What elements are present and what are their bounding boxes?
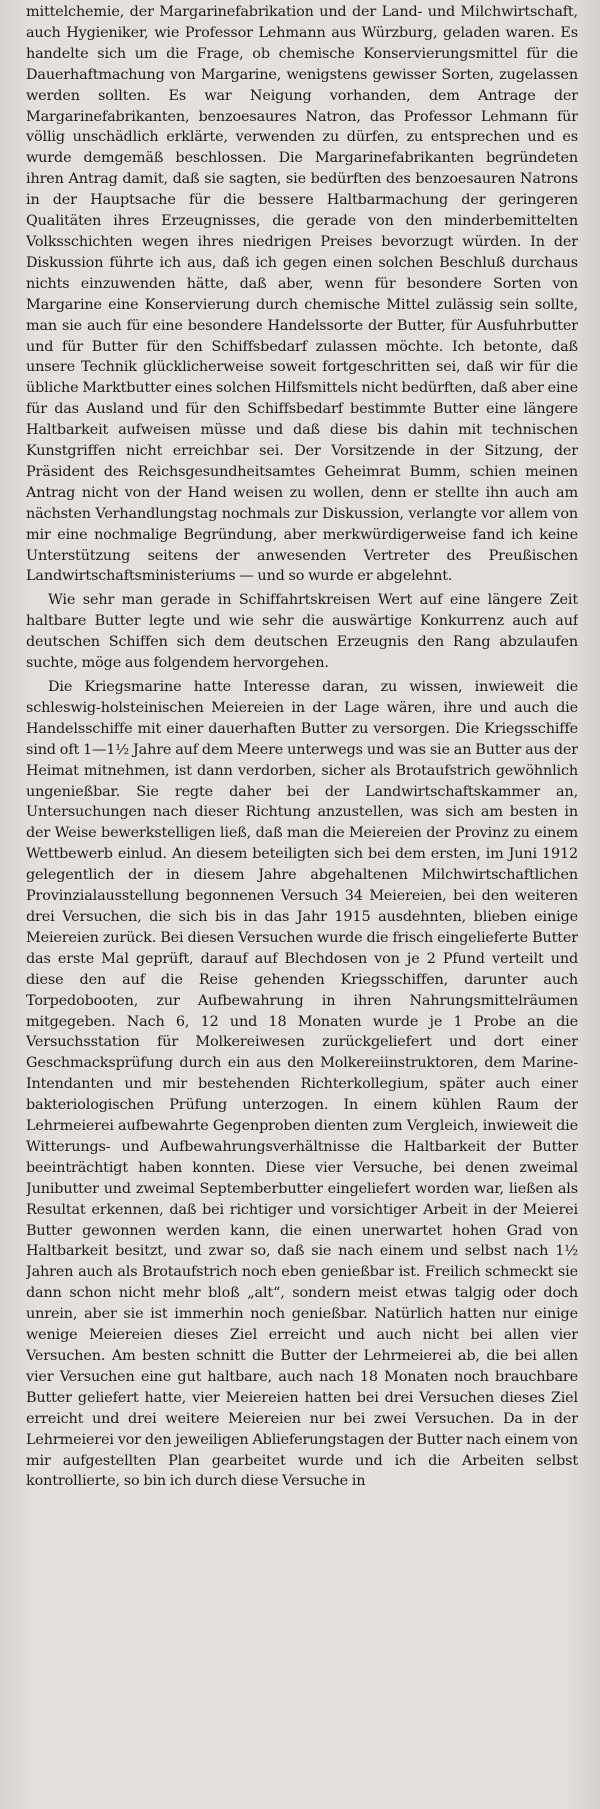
paragraph-1: mittelchemie, der Margarinefabrikation und der Land- und Milchwirtschaft, auch Hygieniker, wie Professor Lehmann aus Würzburg, geladen waren. Es handelte sich um die Frage, ob chemische Konservierungsmittel für die Dauerhaftmachung von Margarine, wenigstens gewisser Sorten, zugelassen werden sollten. Es war Neigung vorhanden, dem Antrage der Margarinefabrikanten, benzoesaures Natron, das Professor Lehmann für völlig unschädlich erklärte, verwenden zu dürfen, zu entsprechen und es wurde demgemäß beschlossen. Die Margarinefabrikanten begründeten ihren Antrag damit, daß sie sagten, sie bedürften des benzoesauren Natrons in der Hauptsache für die bessere Haltbarmachung der geringeren Qualitäten ihres Erzeugnisses, die gerade von den minderbemittelten Volksschichten wegen ihres niedrigen Preises bevorzugt würden. In der Diskussion führte ich aus, daß ich gegen einen solchen Beschluß durchaus nichts einzuwenden hätte, daß aber, wenn für besondere Sorten von Margarine eine Konservierung durch chemische Mittel zulässig sein sollte, man sie auch für eine besondere Handelssorte der Butter, für Ausfuhrbutter und für Butter für den Schiffsbedarf zulassen möchte. Ich betonte, daß unsere Technik glücklicherweise soweit fortgeschritten sei, daß wir für die übliche Marktbutter eines solchen Hilfsmittels nicht bedürften, daß aber eine für das Ausland und für den Schiffsbedarf bestimmte Butter eine längere Haltbarkeit aufweisen müsse und daß diese bis dahin mit technischen Kunstgriffen nicht erreichbar sei. Der Vorsitzende in der Sitzung, der Präsident des Reichsgesundheitsamtes Geheimrat Bumm, schien meinen Antrag nicht von der Hand weisen zu wollen, denn er stellte ihn auch am nächsten Verhandlungstag nochmals zur Diskussion, verlangte vor allem von mir eine nochmalige Begründung, aber merkwürdigerweise fand ich keine Unterstützung seitens der anwesenden Vertreter des Preußischen Landwirtschaftsministeriums — und so wurde er abgelehnt. bbox=[26, 4, 578, 585]
text-column bbox=[26, 0, 578, 1809]
paragraph-2: Wie sehr man gerade in Schiffahrtskreisen Wert auf eine längere Zeit haltbare Butter legte und wie sehr die auswärtige Konkurrenz auch auf deutschen Schiffen sich dem deutschen Erzeugnis den Rang abzulaufen suchte, möge aus folgendem hervorgehen. bbox=[26, 592, 578, 672]
paragraph-3: Die Kriegsmarine hatte Interesse daran, zu wissen, inwieweit die schleswig-holsteinischen Meiereien in der Lage wären, ihre und auch die Handelsschiffe mit einer dauerhaften Butter zu versorgen. Die Kriegsschiffe sind oft 1—1½ Jahre auf dem Meere unterwegs und was sie an Butter aus der Heimat mitnehmen, ist dann verdorben, sicher als Brotaufstrich gewöhnlich ungenießbar. Sie regte daher bei der Landwirtschaftskammer an, Untersuchungen nach dieser Richtung anzustellen, was sich am besten in der Weise bewerkstelligen ließ, daß man die Meiereien der Provinz zu einem Wettbewerb einlud. An diesem beteiligten sich bei dem ersten, im Juni 1912 gelegentlich der in diesem Jahre abgehaltenen Milchwirtschaftlichen Provinzialausstellung begonnenen Versuch 34 Meiereien, bei den weiteren drei Versuchen, die sich bis in das Jahr 1915 ausdehnten, blieben einige Meiereien zurück. Bei diesen Versuchen wurde die frisch eingelieferte Butter das erste Mal geprüft, darauf auf Blechdosen von je 2 Pfund verteilt und diese den auf die Reise gehenden Kriegsschiffen, darunter auch Torpedobooten, zur Aufbewahrung in ihren Nahrungsmittelräumen mitgegeben. Nach 6, 12 und 18 Monaten wurde je 1 Probe an die Versuchsstation für Molkereiwesen zurückgeliefert und dort einer Geschmacksprüfung durch ein aus den Molkereiinstruktoren, dem Marine-Intendanten und mir bestehenden Richterkollegium, später auch einer bakteriologischen Prüfung unterzogen. In einem kühlen Raum der Lehrmeierei aufbewahrte Gegenproben dienten zum Vergleich, inwieweit die Witterungs- und Aufbewahrungsverhältnisse die Haltbarkeit der Butter beeinträchtigt haben konnten. Diese vier Versuche, bei denen zweimal Junibutter und zweimal Septemberbutter eingeliefert worden war, ließen als Resultat erkennen, daß bei richtiger und vorsichtiger Arbeit in der Meierei Butter gewonnen werden kann, die einen unerwartet hohen Grad von Haltbarkeit besitzt, und zwar so, daß sie nach einem und selbst nach 1½ Jahren auch als Brotaufstrich noch eben genießbar ist. Freilich schmeckt sie dann schon nicht mehr bloß „alt“, sondern meist etwas talgig oder doch unrein, aber sie ist immerhin noch genießbar. Natürlich hatten nur einige wenige Meiereien dieses Ziel erreicht und auch nicht bei allen vier Versuchen. Am besten schnitt die Butter der Lehrmeierei ab, die bei allen vier Versuchen eine gut haltbare, auch nach 18 Monaten noch brauchbare Butter geliefert hatte, vier Meiereien hatten bei drei Versuchen dieses Ziel erreicht und drei weitere Meiereien nur bei zwei Versuchen. Da in der Lehrmeierei vor den jeweiligen Ablieferungstagen der Butter nach einem von mir aufgestellten Plan gearbeitet wurde und ich die Arbeiten selbst kontrollierte, so bin ich durch diese Versuche in bbox=[26, 679, 578, 1490]
